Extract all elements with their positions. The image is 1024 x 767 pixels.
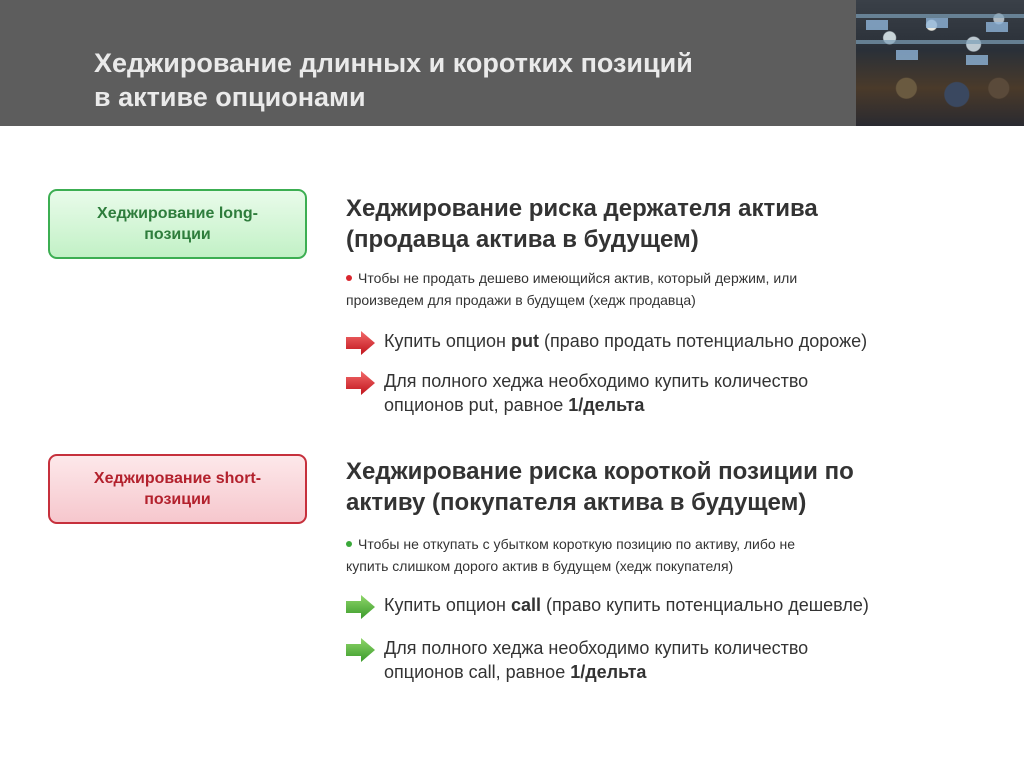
- trading-floor-photo: [856, 0, 1024, 126]
- green-arrow-icon: [346, 638, 375, 662]
- slide-title: Хеджирование длинных и коротких позиций в активе опционами: [94, 48, 693, 112]
- green-bullet-icon: [346, 541, 352, 547]
- long-item-2: Для полного хеджа необходимо купить количество опционов put, равное 1/дельта: [346, 369, 986, 419]
- short-bullet: Чтобы не откупать с убытком короткую позицию по активу, либо не купить слишком дорого актив в будущем (хедж покупателя): [346, 536, 796, 574]
- slide-header: [0, 0, 1024, 126]
- red-arrow-icon: [346, 331, 375, 355]
- green-arrow-icon: [346, 595, 375, 619]
- short-item-1: Купить опцион call (право купить потенциально дешевле): [346, 593, 986, 623]
- long-position-tag: Хеджирование long- позиции: [48, 189, 307, 259]
- red-bullet-icon: [346, 275, 352, 281]
- long-bullet: Чтобы не продать дешево имеющийся актив, который держим, или произведем для продажи в будущем (хедж продавца): [346, 270, 798, 308]
- long-heading: Хеджирование риска держателя актива (продавца актива в будущем): [346, 195, 818, 253]
- short-item-2: Для полного хеджа необходимо купить количество опционов call, равное 1/дельта: [346, 636, 986, 686]
- long-item-1: Купить опцион put (право продать потенциально дороже): [346, 329, 986, 359]
- short-heading: Хеджирование риска короткой позиции по активу (покупателя актива в будущем): [346, 458, 854, 516]
- short-position-tag: Хеджирование short- позиции: [48, 454, 307, 524]
- red-arrow-icon: [346, 371, 375, 395]
